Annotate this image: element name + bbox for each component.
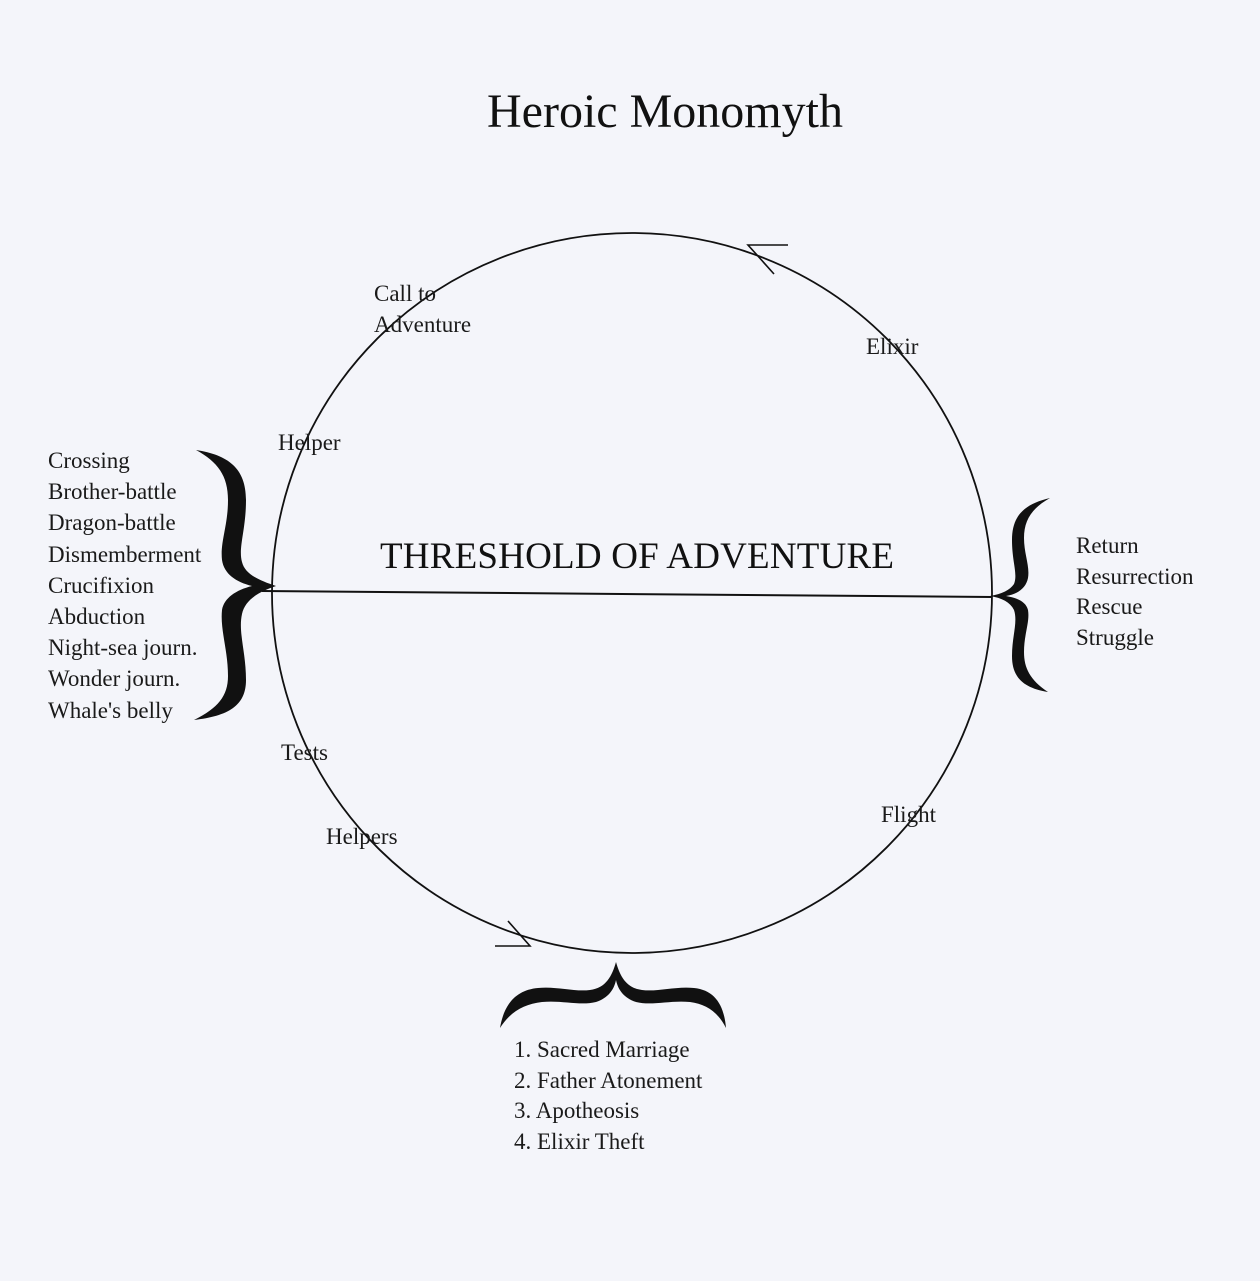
list-item: Crucifixion [48, 572, 155, 598]
nadir-list [514, 1035, 702, 1157]
left-brace-icon [194, 450, 276, 720]
right-brace-icon [990, 498, 1050, 692]
list-item: Night-sea journ. [48, 635, 198, 661]
call-to-adventure-label-line2: Adventure [374, 312, 472, 337]
elixir-label: Elixir [866, 334, 919, 359]
list-item: Dragon-battle [48, 510, 176, 536]
list-item: Dismemberment [48, 541, 202, 567]
tests-label: Tests [281, 740, 328, 765]
list-item: Abduction [48, 604, 146, 630]
return-list [1076, 531, 1194, 653]
list-item: Crossing [48, 448, 130, 473]
list-item: Wonder journ. [48, 666, 181, 692]
helpers-label: Helpers [326, 824, 398, 849]
helper-label: Helper [278, 430, 341, 455]
list-item: 1. Sacred Marriage [514, 1037, 690, 1062]
list-item: Whale's belly [48, 697, 173, 723]
list-item: Return [1076, 533, 1139, 558]
threshold-crossing-list [48, 445, 201, 726]
threshold-label: THRESHOLD OF ADVENTURE [380, 536, 895, 577]
call-to-adventure-label-line1: Call to [374, 281, 436, 306]
list-item: 4. Elixir Theft [514, 1128, 645, 1154]
threshold-line [262, 591, 992, 597]
list-item: Rescue [1076, 594, 1143, 619]
list-item: Brother-battle [48, 479, 177, 505]
list-item: Struggle [1076, 624, 1154, 650]
bottom-brace-icon [500, 962, 726, 1028]
diagram-title: Heroic Monomyth [487, 85, 843, 138]
list-item: Resurrection [1076, 563, 1194, 589]
list-item: 2. Father Atonement [514, 1067, 703, 1093]
list-item: 3. Apotheosis [514, 1098, 640, 1123]
flight-label: Flight [881, 802, 936, 827]
